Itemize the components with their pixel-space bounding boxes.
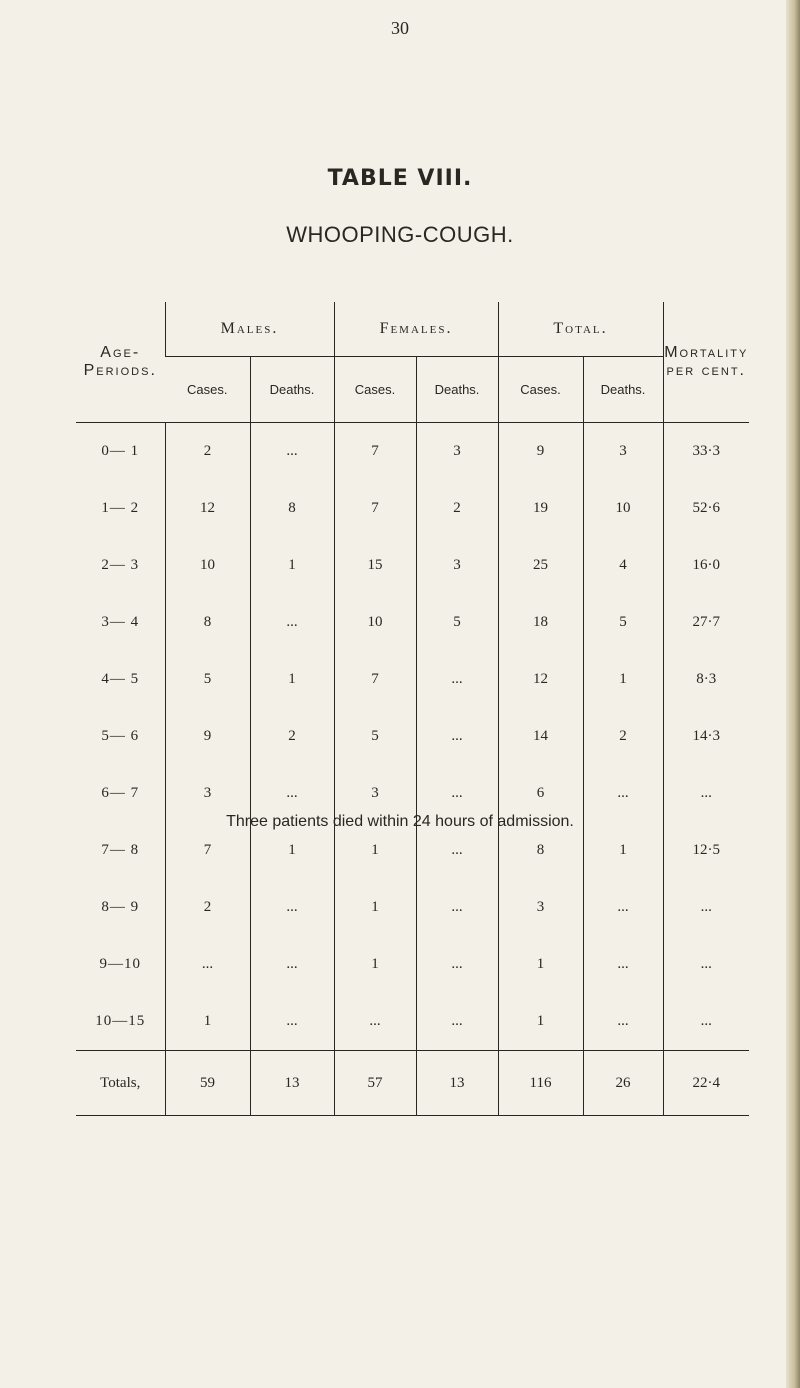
header-females-deaths: Deaths. <box>416 357 498 423</box>
mortality-percent: ... <box>663 936 749 993</box>
header-total: Total. <box>498 302 663 357</box>
mortality-percent: 12·5 <box>663 822 749 879</box>
males-cases: 1 <box>165 993 250 1051</box>
mortality-percent-total: 22·4 <box>663 1051 749 1116</box>
age-period: 4— 5 <box>101 671 140 687</box>
females-deaths: ... <box>416 936 498 993</box>
mortality-percent: 14·3 <box>663 708 749 765</box>
males-deaths: 1 <box>250 822 334 879</box>
females-deaths: 5 <box>416 594 498 651</box>
females-deaths: ... <box>416 822 498 879</box>
males-deaths: 1 <box>250 651 334 708</box>
total-cases: 19 <box>498 480 583 537</box>
males-cases: 9 <box>165 708 250 765</box>
females-deaths-total: 13 <box>416 1051 498 1116</box>
males-deaths: 2 <box>250 708 334 765</box>
males-deaths: 8 <box>250 480 334 537</box>
total-deaths: 3 <box>583 423 663 481</box>
males-deaths: ... <box>250 594 334 651</box>
table-row <box>76 879 749 936</box>
total-cases: 12 <box>498 651 583 708</box>
females-cases: 7 <box>334 480 416 537</box>
females-deaths: 3 <box>416 423 498 481</box>
header-females: Females. <box>334 302 498 357</box>
males-cases: 8 <box>165 594 250 651</box>
females-deaths: ... <box>416 765 498 822</box>
header-males-cases: Cases. <box>187 382 228 397</box>
age-period: 2— 3 <box>101 557 140 573</box>
males-cases: 3 <box>165 765 250 822</box>
females-cases: 1 <box>334 879 416 936</box>
table-row <box>76 651 749 708</box>
total-deaths: ... <box>583 879 663 936</box>
table-row <box>76 708 749 765</box>
males-deaths-total: 13 <box>250 1051 334 1116</box>
total-cases-total: 116 <box>498 1051 583 1116</box>
age-period: 6— 7 <box>101 785 140 801</box>
total-deaths: 5 <box>583 594 663 651</box>
females-cases: 3 <box>334 765 416 822</box>
males-cases: 2 <box>165 423 250 481</box>
table-row <box>76 537 749 594</box>
table-subtitle: WHOOPING-COUGH. <box>286 222 514 247</box>
age-period: 3— 4 <box>101 614 140 630</box>
males-deaths: ... <box>250 423 334 481</box>
header-age-periods: Age- Periods. <box>83 344 157 379</box>
females-cases: 1 <box>334 822 416 879</box>
total-deaths: 4 <box>583 537 663 594</box>
age-period: 7— 8 <box>101 842 140 858</box>
table-row <box>76 423 749 481</box>
mortality-percent: 52·6 <box>663 480 749 537</box>
females-deaths: ... <box>416 879 498 936</box>
females-deaths: ... <box>416 708 498 765</box>
females-cases: 5 <box>334 708 416 765</box>
males-cases-total: 59 <box>165 1051 250 1116</box>
table-row <box>76 480 749 537</box>
footnote: Three patients died within 24 hours of admission. <box>226 813 574 830</box>
header-mortality: Mortality per cent. <box>663 302 749 423</box>
age-period: 5— 6 <box>101 728 140 744</box>
table-row <box>76 936 749 993</box>
total-deaths: ... <box>583 993 663 1051</box>
males-cases: 2 <box>165 879 250 936</box>
mortality-percent: ... <box>663 879 749 936</box>
totals-row <box>76 1051 749 1116</box>
total-deaths: 1 <box>583 651 663 708</box>
total-deaths: 10 <box>583 480 663 537</box>
age-period: 9—10 <box>99 956 141 972</box>
totals-label: Totals, <box>100 1074 141 1091</box>
females-cases: 1 <box>334 936 416 993</box>
females-deaths: 2 <box>416 480 498 537</box>
males-cases: 5 <box>165 651 250 708</box>
mortality-percent: 27·7 <box>663 594 749 651</box>
header-males-deaths: Deaths. <box>250 357 334 423</box>
table-row <box>76 594 749 651</box>
females-cases: 15 <box>334 537 416 594</box>
header-total-cases: Cases. <box>498 357 583 423</box>
males-cases: 12 <box>165 480 250 537</box>
mortality-percent: 8·3 <box>663 651 749 708</box>
header-total-deaths: Deaths. <box>583 357 663 423</box>
females-cases: 7 <box>334 423 416 481</box>
females-cases: ... <box>334 993 416 1051</box>
total-deaths-total: 26 <box>583 1051 663 1116</box>
females-cases-total: 57 <box>334 1051 416 1116</box>
whooping-cough-table <box>76 302 749 1116</box>
males-cases: ... <box>165 936 250 993</box>
page-edge <box>786 0 800 1388</box>
females-deaths: 3 <box>416 537 498 594</box>
page-number: 30 <box>391 18 409 38</box>
males-deaths: ... <box>250 879 334 936</box>
females-deaths: ... <box>416 651 498 708</box>
females-cases: 7 <box>334 651 416 708</box>
total-deaths: 2 <box>583 708 663 765</box>
age-period: 10—15 <box>95 1013 146 1029</box>
table-title: TABLE VIII. <box>327 166 473 191</box>
total-cases: 14 <box>498 708 583 765</box>
age-period: 0— 1 <box>101 443 140 459</box>
total-cases: 6 <box>498 765 583 822</box>
total-cases: 9 <box>498 423 583 481</box>
total-cases: 18 <box>498 594 583 651</box>
total-deaths: 1 <box>583 822 663 879</box>
males-cases: 7 <box>165 822 250 879</box>
females-deaths: ... <box>416 993 498 1051</box>
total-cases: 1 <box>498 993 583 1051</box>
males-cases: 10 <box>165 537 250 594</box>
table-row <box>76 993 749 1051</box>
mortality-percent: ... <box>663 765 749 822</box>
males-deaths: ... <box>250 765 334 822</box>
females-cases: 10 <box>334 594 416 651</box>
total-cases: 8 <box>498 822 583 879</box>
mortality-percent: ... <box>663 993 749 1051</box>
header-females-cases: Cases. <box>334 357 416 423</box>
males-deaths: ... <box>250 993 334 1051</box>
total-deaths: ... <box>583 765 663 822</box>
males-deaths: 1 <box>250 537 334 594</box>
total-cases: 25 <box>498 537 583 594</box>
total-deaths: ... <box>583 936 663 993</box>
mortality-percent: 33·3 <box>663 423 749 481</box>
header-males: Males. <box>165 302 334 357</box>
mortality-percent: 16·0 <box>663 537 749 594</box>
age-period: 1— 2 <box>101 500 140 516</box>
males-deaths: ... <box>250 936 334 993</box>
age-period: 8— 9 <box>101 899 140 915</box>
total-cases: 1 <box>498 936 583 993</box>
total-cases: 3 <box>498 879 583 936</box>
